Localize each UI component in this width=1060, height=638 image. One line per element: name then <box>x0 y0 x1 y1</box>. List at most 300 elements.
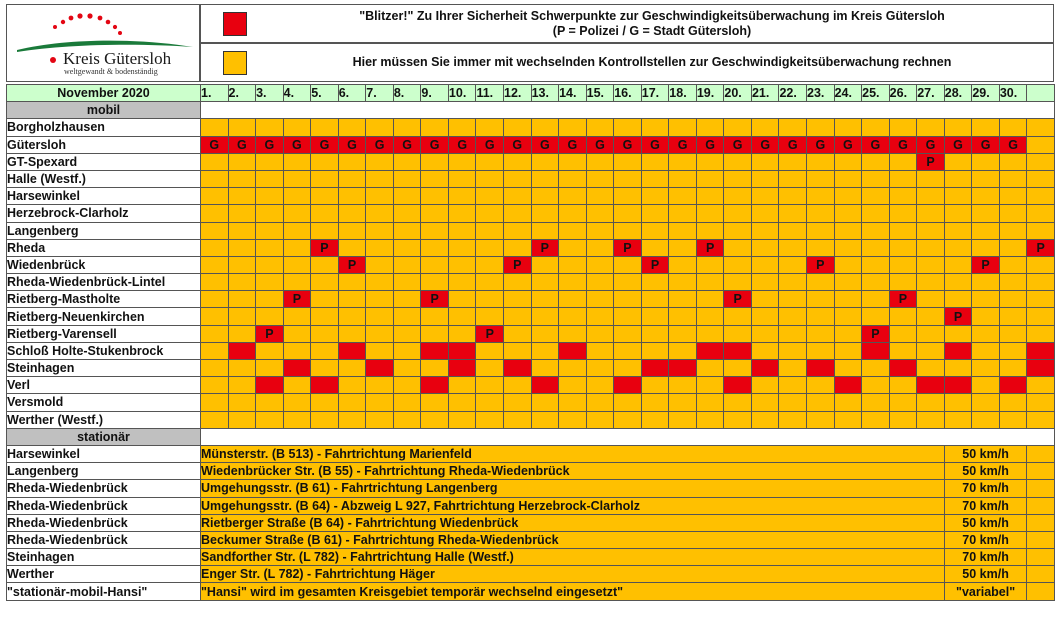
day-cell <box>448 239 476 256</box>
day-cell <box>256 342 284 359</box>
empty-cell <box>1027 480 1055 497</box>
location-name: Rheda-Wiedenbrück <box>7 497 201 514</box>
day-cell <box>669 291 697 308</box>
day-cell <box>696 153 724 170</box>
empty-cell <box>1027 514 1055 531</box>
camera-location: Münsterstr. (B 513) - Fahrtrichtung Marienfeld <box>201 445 945 462</box>
day-cell <box>256 394 284 411</box>
day-cell <box>311 188 339 205</box>
day-header: 19. <box>696 85 724 102</box>
day-cell <box>448 222 476 239</box>
day-header: 11. <box>476 85 504 102</box>
day-cell <box>724 360 752 377</box>
day-cell <box>531 360 559 377</box>
mobil-row <box>7 325 1055 342</box>
day-cell <box>669 153 697 170</box>
day-cell <box>448 170 476 187</box>
day-cell <box>366 394 394 411</box>
control-mark <box>421 377 449 394</box>
control-mark <box>504 360 532 377</box>
day-cell <box>586 342 614 359</box>
day-cell <box>338 222 366 239</box>
day-cell <box>917 239 945 256</box>
day-cell <box>807 394 835 411</box>
day-cell <box>862 308 890 325</box>
legend-red <box>200 4 1054 43</box>
camera-location: Umgehungsstr. (B 61) - Fahrtrichtung Langenberg <box>201 480 945 497</box>
day-cell <box>531 342 559 359</box>
day-cell <box>366 342 394 359</box>
empty-cell <box>1027 566 1055 583</box>
day-cell <box>972 170 1000 187</box>
day-cell <box>807 291 835 308</box>
day-cell <box>504 325 532 342</box>
day-cell <box>696 188 724 205</box>
day-cell <box>944 256 972 273</box>
empty-cell <box>1027 445 1055 462</box>
day-cell <box>862 411 890 428</box>
day-cell <box>393 411 421 428</box>
day-cell <box>393 394 421 411</box>
location-name: Herzebrock-Clarholz <box>7 205 201 222</box>
day-cell <box>476 377 504 394</box>
day-cell <box>421 205 449 222</box>
day-cell <box>779 308 807 325</box>
day-cell <box>641 377 669 394</box>
day-cell <box>724 325 752 342</box>
day-cell <box>834 170 862 187</box>
control-mark <box>669 360 697 377</box>
day-cell <box>256 256 284 273</box>
day-cell <box>338 325 366 342</box>
camera-location: Wiedenbrücker Str. (B 55) - Fahrtrichtung Rheda-Wiedenbrück <box>201 463 945 480</box>
control-mark <box>338 342 366 359</box>
day-cell <box>311 325 339 342</box>
day-cell <box>311 222 339 239</box>
day-cell <box>917 188 945 205</box>
schedule-table <box>6 84 1055 601</box>
legend-orange-text: Hier müssen Sie immer mit wechselnden Kontrollstellen zur Geschwindigkeitsüberwachung rechnen <box>352 55 952 69</box>
day-cell <box>614 188 642 205</box>
speed-limit: 50 km/h <box>944 463 1027 480</box>
day-cell <box>228 256 256 273</box>
day-cell <box>889 222 917 239</box>
day-cell <box>807 239 835 256</box>
day-cell <box>283 377 311 394</box>
day-cell <box>586 170 614 187</box>
stationaer-row <box>7 566 1055 583</box>
day-cell <box>448 325 476 342</box>
control-mark <box>641 360 669 377</box>
day-cell <box>751 342 779 359</box>
day-cell <box>779 239 807 256</box>
day-cell <box>421 222 449 239</box>
day-cell <box>338 153 366 170</box>
day-cell <box>201 342 229 359</box>
day-cell <box>366 153 394 170</box>
day-cell <box>1027 170 1055 187</box>
day-cell <box>834 188 862 205</box>
location-name: Gütersloh <box>7 136 201 153</box>
day-cell <box>1027 274 1055 291</box>
day-cell <box>944 239 972 256</box>
location-name: Rietberg-Mastholte <box>7 291 201 308</box>
day-cell <box>338 188 366 205</box>
day-cell <box>972 308 1000 325</box>
control-mark <box>531 377 559 394</box>
section-label-stationaer: stationär <box>7 428 201 445</box>
day-cell <box>448 308 476 325</box>
day-cell <box>559 170 587 187</box>
day-cell <box>531 170 559 187</box>
day-cell <box>807 222 835 239</box>
day-cell <box>448 205 476 222</box>
day-cell <box>999 222 1027 239</box>
control-mark <box>944 342 972 359</box>
day-cell <box>559 411 587 428</box>
day-cell <box>421 170 449 187</box>
day-cell <box>834 308 862 325</box>
day-cell <box>448 274 476 291</box>
control-mark: G <box>614 136 642 153</box>
day-header: 18. <box>669 85 697 102</box>
control-mark: G <box>586 136 614 153</box>
control-mark: G <box>201 136 229 153</box>
day-cell <box>256 119 284 136</box>
day-cell <box>724 308 752 325</box>
control-mark <box>724 377 752 394</box>
day-cell <box>751 411 779 428</box>
day-cell <box>311 119 339 136</box>
camera-location: Umgehungsstr. (B 64) - Abzweig L 927, Fahrtrichtung Herzebrock-Clarholz <box>201 497 945 514</box>
day-header: 27. <box>917 85 945 102</box>
day-cell <box>201 153 229 170</box>
day-cell <box>393 274 421 291</box>
speed-limit: 70 km/h <box>944 497 1027 514</box>
day-cell <box>421 119 449 136</box>
day-cell <box>889 308 917 325</box>
stationaer-row <box>7 583 1055 600</box>
day-header: 7. <box>366 85 394 102</box>
camera-location: Beckumer Straße (B 61) - Fahrtrichtung Rheda-Wiedenbrück <box>201 531 945 548</box>
day-cell <box>1027 325 1055 342</box>
day-header: 2. <box>228 85 256 102</box>
day-cell <box>999 360 1027 377</box>
day-cell <box>476 239 504 256</box>
day-cell <box>448 394 476 411</box>
day-cell <box>779 325 807 342</box>
day-header: 13. <box>531 85 559 102</box>
control-mark: P <box>944 308 972 325</box>
day-cell <box>311 153 339 170</box>
day-cell <box>696 222 724 239</box>
day-cell <box>476 291 504 308</box>
day-cell <box>779 291 807 308</box>
control-mark: G <box>283 136 311 153</box>
location-name: Steinhagen <box>7 549 201 566</box>
day-cell <box>944 222 972 239</box>
day-cell <box>696 205 724 222</box>
day-cell <box>999 325 1027 342</box>
day-cell <box>559 119 587 136</box>
day-cell <box>944 119 972 136</box>
day-cell <box>421 153 449 170</box>
day-header: 6. <box>338 85 366 102</box>
day-cell <box>504 291 532 308</box>
day-cell <box>586 308 614 325</box>
day-cell <box>972 325 1000 342</box>
day-cell <box>201 411 229 428</box>
day-cell <box>807 411 835 428</box>
day-cell <box>641 170 669 187</box>
day-cell <box>917 256 945 273</box>
day-cell <box>944 360 972 377</box>
day-cell <box>228 222 256 239</box>
section-fill <box>201 428 1055 445</box>
day-cell <box>256 205 284 222</box>
day-cell <box>917 205 945 222</box>
control-mark <box>559 342 587 359</box>
control-mark: G <box>944 136 972 153</box>
day-cell <box>393 256 421 273</box>
day-cell <box>201 308 229 325</box>
day-cell <box>393 325 421 342</box>
day-cell <box>889 274 917 291</box>
control-mark <box>807 360 835 377</box>
day-header: 8. <box>393 85 421 102</box>
location-name: Rheda-Wiedenbrück-Lintel <box>7 274 201 291</box>
day-cell <box>366 411 394 428</box>
day-cell <box>201 394 229 411</box>
day-cell <box>586 153 614 170</box>
day-cell <box>586 222 614 239</box>
location-name: Halle (Westf.) <box>7 170 201 187</box>
day-cell <box>283 119 311 136</box>
calendar-header <box>6 4 1054 82</box>
day-cell <box>228 360 256 377</box>
day-cell <box>366 188 394 205</box>
day-cell <box>862 222 890 239</box>
stationaer-row <box>7 445 1055 462</box>
day-cell <box>696 119 724 136</box>
mobil-row <box>7 136 1055 153</box>
days-header-row <box>7 85 1055 102</box>
mobil-row <box>7 308 1055 325</box>
speed-limit: 70 km/h <box>944 549 1027 566</box>
day-cell <box>559 188 587 205</box>
day-cell <box>338 411 366 428</box>
day-cell <box>614 342 642 359</box>
day-cell <box>201 239 229 256</box>
day-cell <box>559 274 587 291</box>
control-mark: G <box>559 136 587 153</box>
day-header: 15. <box>586 85 614 102</box>
control-mark <box>448 360 476 377</box>
day-cell <box>669 308 697 325</box>
camera-location: "Hansi" wird im gesamten Kreisgebiet temporär wechselnd eingesetzt" <box>201 583 945 600</box>
day-cell <box>256 274 284 291</box>
day-cell <box>1027 256 1055 273</box>
day-cell <box>614 256 642 273</box>
day-cell <box>586 291 614 308</box>
control-mark: P <box>614 239 642 256</box>
day-cell <box>834 394 862 411</box>
control-mark: G <box>448 136 476 153</box>
day-cell <box>641 205 669 222</box>
control-mark: G <box>366 136 394 153</box>
day-cell <box>393 222 421 239</box>
day-cell <box>476 308 504 325</box>
day-cell <box>696 394 724 411</box>
location-name: "stationär-mobil-Hansi" <box>7 583 201 600</box>
day-cell <box>228 377 256 394</box>
empty-cell <box>1027 531 1055 548</box>
day-cell <box>586 377 614 394</box>
mobil-row <box>7 256 1055 273</box>
day-cell <box>641 342 669 359</box>
control-mark: G <box>338 136 366 153</box>
control-mark: P <box>283 291 311 308</box>
day-cell <box>559 394 587 411</box>
stationaer-row <box>7 549 1055 566</box>
day-cell <box>669 377 697 394</box>
day-cell <box>889 239 917 256</box>
day-cell <box>696 291 724 308</box>
control-mark: P <box>338 256 366 273</box>
day-cell <box>1027 119 1055 136</box>
control-mark <box>614 377 642 394</box>
location-name: Borgholzhausen <box>7 119 201 136</box>
day-cell <box>641 222 669 239</box>
day-cell <box>366 291 394 308</box>
day-cell <box>779 274 807 291</box>
day-cell <box>311 274 339 291</box>
day-cell <box>889 205 917 222</box>
location-name: Harsewinkel <box>7 445 201 462</box>
day-cell <box>724 411 752 428</box>
day-cell <box>641 308 669 325</box>
mobil-row <box>7 360 1055 377</box>
day-cell <box>504 188 532 205</box>
day-cell <box>504 342 532 359</box>
day-cell <box>393 188 421 205</box>
mobil-row <box>7 222 1055 239</box>
day-cell <box>751 291 779 308</box>
logo-graphic <box>7 5 199 81</box>
day-cell <box>917 308 945 325</box>
day-cell <box>228 325 256 342</box>
month-label: November 2020 <box>7 85 201 102</box>
control-mark: G <box>504 136 532 153</box>
control-mark: P <box>476 325 504 342</box>
day-cell <box>696 411 724 428</box>
day-cell <box>999 308 1027 325</box>
logo-bullet-icon <box>50 57 56 63</box>
day-cell <box>1027 377 1055 394</box>
day-header <box>1027 85 1055 102</box>
control-mark: G <box>696 136 724 153</box>
day-cell <box>614 291 642 308</box>
day-cell <box>283 188 311 205</box>
day-cell <box>586 394 614 411</box>
day-cell <box>999 188 1027 205</box>
day-cell <box>448 256 476 273</box>
day-cell <box>834 256 862 273</box>
day-cell <box>614 325 642 342</box>
location-name: Rheda-Wiedenbrück <box>7 514 201 531</box>
day-cell <box>751 153 779 170</box>
legend-orange-swatch <box>223 51 247 75</box>
day-cell <box>393 170 421 187</box>
control-mark: G <box>807 136 835 153</box>
day-cell <box>311 205 339 222</box>
day-cell <box>366 205 394 222</box>
day-cell <box>862 274 890 291</box>
day-cell <box>531 411 559 428</box>
day-cell <box>421 239 449 256</box>
day-header: 17. <box>641 85 669 102</box>
day-cell <box>228 394 256 411</box>
day-cell <box>476 222 504 239</box>
day-cell <box>504 308 532 325</box>
mobil-row <box>7 377 1055 394</box>
day-cell <box>807 119 835 136</box>
day-cell <box>724 188 752 205</box>
day-header: 25. <box>862 85 890 102</box>
mobil-row <box>7 274 1055 291</box>
day-cell <box>944 411 972 428</box>
day-header: 28. <box>944 85 972 102</box>
day-cell <box>366 119 394 136</box>
day-cell <box>559 291 587 308</box>
control-mark <box>421 342 449 359</box>
control-mark: P <box>696 239 724 256</box>
stationaer-row <box>7 480 1055 497</box>
day-cell <box>393 153 421 170</box>
day-cell <box>751 222 779 239</box>
day-cell <box>256 170 284 187</box>
speed-limit: 70 km/h <box>944 480 1027 497</box>
day-cell <box>283 342 311 359</box>
day-cell <box>201 205 229 222</box>
day-cell <box>834 205 862 222</box>
location-name: Rietberg-Neuenkirchen <box>7 308 201 325</box>
day-header: 30. <box>999 85 1027 102</box>
day-cell <box>228 308 256 325</box>
day-cell <box>641 394 669 411</box>
day-cell <box>311 170 339 187</box>
day-cell <box>641 325 669 342</box>
day-cell <box>862 153 890 170</box>
day-cell <box>1027 394 1055 411</box>
day-cell <box>917 411 945 428</box>
day-cell <box>751 205 779 222</box>
day-cell <box>201 325 229 342</box>
day-cell <box>504 411 532 428</box>
stationaer-row <box>7 514 1055 531</box>
day-cell <box>476 153 504 170</box>
mobil-row <box>7 239 1055 256</box>
control-mark: G <box>834 136 862 153</box>
day-cell <box>807 170 835 187</box>
day-cell <box>504 377 532 394</box>
camera-location: Rietberger Straße (B 64) - Fahrtrichtung Wiedenbrück <box>201 514 945 531</box>
day-cell <box>1027 188 1055 205</box>
day-cell <box>476 205 504 222</box>
day-cell <box>504 222 532 239</box>
day-cell <box>201 188 229 205</box>
day-cell <box>448 119 476 136</box>
